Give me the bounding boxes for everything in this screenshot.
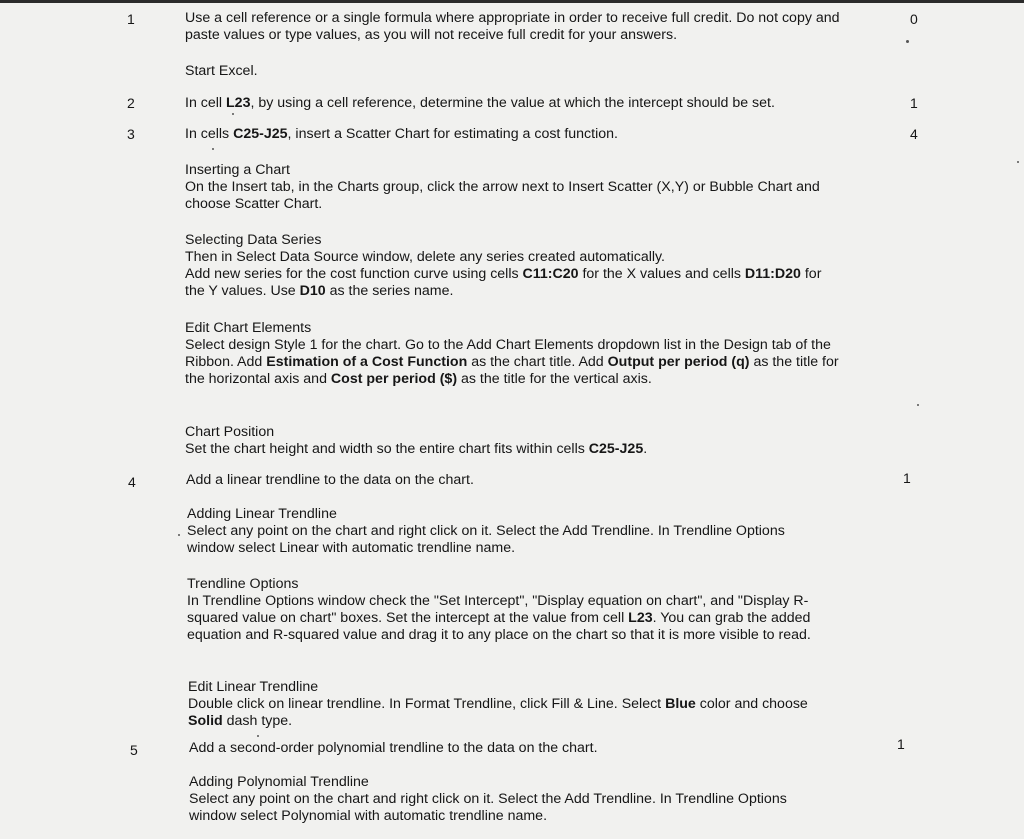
section-edit-chart-elements — [185, 320, 850, 388]
section-title: Adding Linear Trendline — [187, 506, 337, 522]
section-title: Adding Polynomial Trendline — [189, 774, 369, 790]
section-body: Select any point on the chart and right click on it. Select the Add Trendline. In Trendline Options window select Polynomial with automatic trendline name. — [189, 791, 787, 824]
scan-speck — [917, 404, 919, 406]
step-number: 1 — [127, 11, 135, 27]
step-number: 3 — [127, 126, 135, 142]
step-number: 4 — [128, 474, 136, 490]
scan-speck — [212, 148, 214, 150]
start-excel-text: Start Excel. — [185, 63, 258, 79]
section-body: Double click on linear trendline. In Format Trendline, click Fill & Line. Select Blue color and choose Solid dash type. — [188, 696, 808, 729]
section-trendline-options — [187, 576, 847, 644]
scan-speck — [257, 735, 259, 737]
scan-speck — [232, 113, 234, 115]
scan-speck — [1017, 161, 1019, 163]
section-title: Inserting a Chart — [185, 162, 290, 178]
section-title: Edit Linear Trendline — [188, 679, 319, 695]
step-text: Add a second-order polynomial trendline to the data on the chart. — [189, 740, 598, 756]
section-body: Select any point on the chart and right click on it. Select the Add Trendline. In Trendline Options window select Linear with automatic trendline name. — [187, 523, 785, 556]
top-border — [0, 0, 1024, 3]
step-text: Add a linear trendline to the data on the chart. — [186, 472, 474, 488]
step-points: 1 — [910, 95, 918, 111]
step-points: 1 — [897, 736, 905, 752]
step-text: Use a cell reference or a single formula where appropriate in order to receive full credit. Do not copy and paste values or type values, as you will not receive full credit for your answers. — [185, 10, 840, 43]
step-text: In cell L23, by using a cell reference, determine the value at which the intercept should be set. — [185, 95, 775, 111]
section-selecting-series — [185, 232, 825, 300]
step-points: 4 — [910, 126, 918, 142]
section-body: Set the chart height and width so the entire chart fits within cells C25-J25. — [185, 441, 648, 457]
scan-speck — [178, 534, 180, 536]
section-body: Add new series for the cost function curve using cells C11:C20 for the X values and cells D11:D20 for the Y values. Use D10 as the series name. — [185, 266, 822, 299]
section-body: Select design Style 1 for the chart. Go to the Add Chart Elements dropdown list in the Design tab of the Ribbon. Add Estimation of a Cost Function as the chart title. Add Output per period (q) as the title for the horizontal axis and Cost per period ($) as the title for the vertical axis. — [185, 337, 839, 387]
section-line: Then in Select Data Source window, delete any series created automatically. — [185, 249, 666, 265]
step-points: 1 — [903, 470, 911, 486]
section-title: Edit Chart Elements — [185, 320, 312, 336]
section-inserting-chart — [185, 162, 865, 213]
section-title: Trendline Options — [187, 576, 299, 592]
section-body: On the Insert tab, in the Charts group, click the arrow next to Insert Scatter (X,Y) or Bubble Chart and choose Scatter Chart. — [185, 179, 820, 212]
step-number: 5 — [130, 742, 138, 758]
section-title: Selecting Data Series — [185, 232, 322, 248]
section-title: Chart Position — [185, 424, 275, 440]
section-adding-linear — [187, 506, 807, 557]
section-body: In Trendline Options window check the "Set Intercept", "Display equation on chart", and "Display R-squared value on chart" boxes. Set the intercept at the value from cell L23. You can grab the added equation and R-squared value and drag it to any place on the chart so that it is more visible to read. — [187, 593, 811, 643]
section-adding-polynomial — [189, 774, 799, 825]
step-points: 0 — [910, 11, 918, 27]
scan-speck — [906, 40, 909, 43]
step-text: In cells C25-J25, insert a Scatter Chart for estimating a cost function. — [185, 126, 618, 142]
section-chart-position — [185, 424, 865, 458]
step-number: 2 — [127, 95, 135, 111]
section-edit-linear — [188, 679, 828, 730]
